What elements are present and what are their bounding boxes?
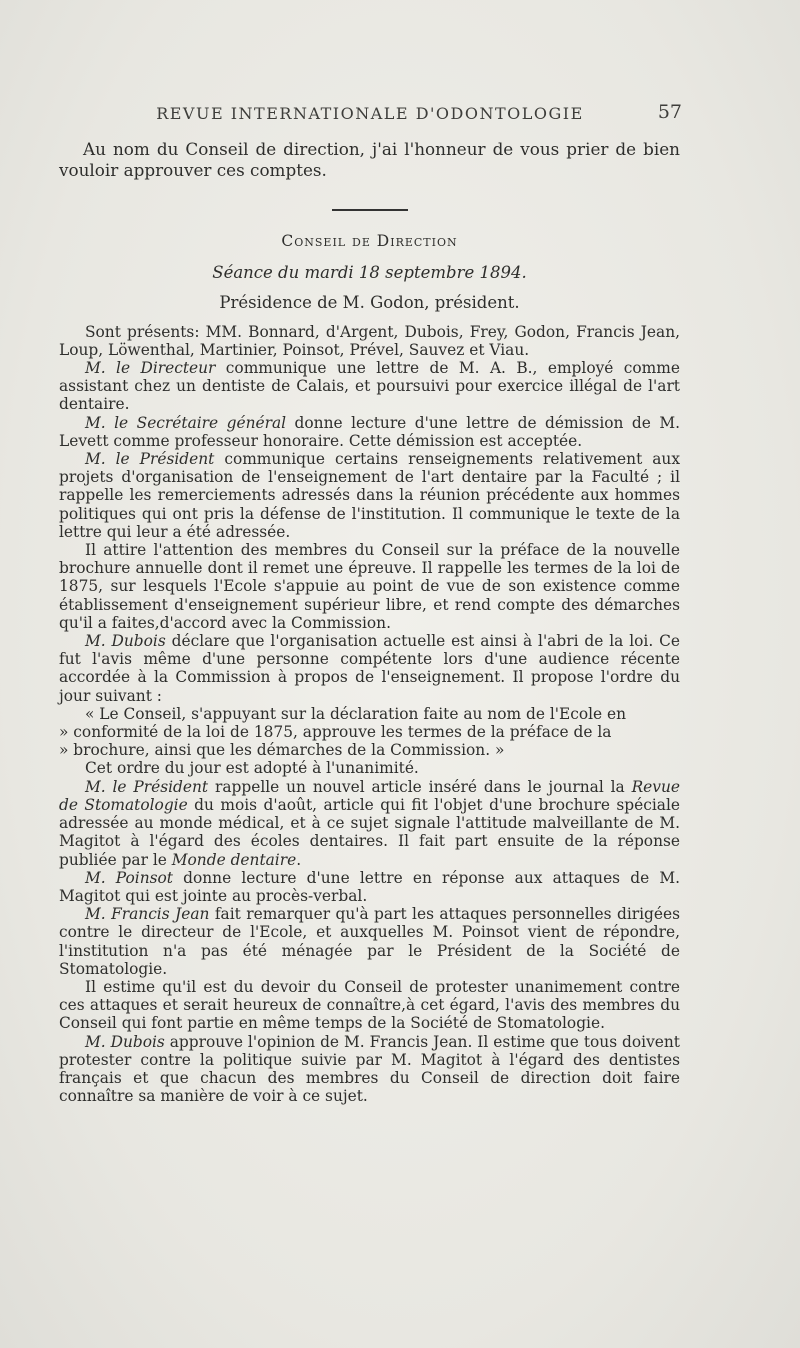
paragraph <box>59 632 680 705</box>
paragraph-text: approuve l'opinion de M. Francis Jean. Il estime que tous doivent protester contre la politique suivie par M. Magitot à l'égard des dentistes français et que chacun des membres du Conseil de direction doit faire connaître sa manière de voir à ce sujet. <box>59 1032 680 1106</box>
paragraph-text: Sont présents: MM. Bonnard, d'Argent, Dubois, Frey, Godon, Francis Jean, Loup, Löwenthal, Martinier, Poinsot, Prével, Sauvez et Viau. <box>59 322 680 359</box>
speaker-name: M. Poinsot <box>85 868 173 887</box>
paragraph-text: du mois d'août, article qui fit l'objet d'une brochure spéciale adressée au monde médical, et à ce sujet signale l'attitude malveillante de M. Magitot à l'égard des écoles dentaires. Il fait part ensuite de la réponse publiée par le <box>59 795 680 869</box>
paragraph <box>59 541 680 632</box>
quoted-resolution <box>59 705 680 760</box>
section-title: Conseil de Direction <box>281 232 458 250</box>
journal-title: Revue de Stomatologie <box>59 777 680 814</box>
paragraph-text: Il estime qu'il est du devoir du Conseil de protester unanimement contre ces attaques et serait heureux de connaître,à cet égard, l'avis des membres du Conseil qui font partie en même temps de la Société de Stomatologie. <box>59 977 680 1033</box>
speaker-name: M. le Secrétaire général <box>85 413 287 432</box>
page-number: 57 <box>657 101 682 123</box>
paragraph: Cet ordre du jour est adopté à l'unanimité. <box>85 759 419 778</box>
quote-line: » conformité de la loi de 1875, approuve les termes de la préface de la <box>59 723 612 742</box>
speaker-name: M. Francis Jean <box>85 905 210 924</box>
paragraph-text: Il attire l'attention des membres du Conseil sur la préface de la nouvelle brochure annuelle dont il remet une épreuve. Il rappelle les termes de la loi de 1875, sur lesquels l'Ecole s'appuie au point de vue de son existence comme établissement d'enseignement supérieur libre, et rend compte des démarches qu'il a faites,d'accord avec la Commission. <box>59 541 680 632</box>
paragraph-text: déclare que l'organisation actuelle est ainsi à l'abri de la loi. Ce fut l'avis même d'une personne compétente lors d'une audience récente accordée à la Commission à propos de l'enseignement. Il propose l'ordre du jour suivant : <box>59 632 680 705</box>
paragraph-text: donne lecture d'une lettre en réponse aux attaques de M. Magitot qui est jointe au procès-verbal. <box>59 868 680 905</box>
speaker-name: M. le Président <box>85 450 215 469</box>
paragraph-text: . <box>296 850 302 869</box>
paragraph-text: rappelle un nouvel article inséré dans le journal la <box>208 777 632 796</box>
speaker-name: M. Dubois <box>85 1032 165 1051</box>
running-title: REVUE INTERNATIONALE D'ODONTOLOGIE <box>156 104 584 123</box>
speaker-name: M. le Président <box>85 777 209 796</box>
seance-date <box>59 264 680 282</box>
paragraph <box>59 450 680 541</box>
presidence-line: Présidence de M. Godon, président. <box>219 293 520 313</box>
speaker-name: M. le Directeur <box>85 359 216 378</box>
paragraph-text: fait remarquer qu'à part les attaques personnelles dirigées contre le directeur de l'Ecole, et auxquelles M. Poinsot vient de répondre, l'institution n'a pas été ménagée par le Président de la Société de Stomatologie. <box>59 905 680 978</box>
minutes-body <box>59 323 680 1106</box>
journal-title: Monde dentaire <box>171 850 297 869</box>
paragraph <box>59 1033 680 1106</box>
intro-block <box>59 139 680 181</box>
seance-text: Séance du mardi 18 septembre 1894. <box>212 263 527 283</box>
paragraph <box>59 359 680 414</box>
paragraph <box>59 978 680 1033</box>
intro-paragraph: Au nom du Conseil de direction, j'ai l'honneur de vous prier de bien vouloir approuver ces comptes. <box>59 139 680 180</box>
speaker-name: M. Dubois <box>85 632 166 651</box>
paragraph-text: communique une lettre de M. A. B., employé comme assistant chez un dentiste de Calais, et poursuivi pour exercice illégal de l'art dentaire. <box>59 359 680 414</box>
paragraph-text: donne lecture d'une lettre de démission de M. Levett comme professeur honoraire. Cette démission est acceptée. <box>59 413 681 450</box>
quote-line: « Le Conseil, s'appuyant sur la déclaration faite au nom de l'Ecole en <box>85 704 627 723</box>
paragraph <box>59 778 680 869</box>
paragraph <box>59 905 680 978</box>
paragraph <box>59 414 680 450</box>
page-content <box>59 139 680 1105</box>
paragraph <box>59 323 680 359</box>
quote-line: » brochure, ainsi que les démarches de la Commission. » <box>59 741 505 760</box>
paragraph-text: communique certains renseignements relativement aux projets d'organisation de l'enseignement de l'art dentaire par la Faculté ; il rappelle les remerciements adressés dans la réunion précédente aux hommes politiques qui ont pris la défense de l'institution. Il communique le texte de la lettre qui leur a été adressée. <box>59 450 681 541</box>
section-divider <box>332 209 408 211</box>
paragraph <box>59 869 680 905</box>
